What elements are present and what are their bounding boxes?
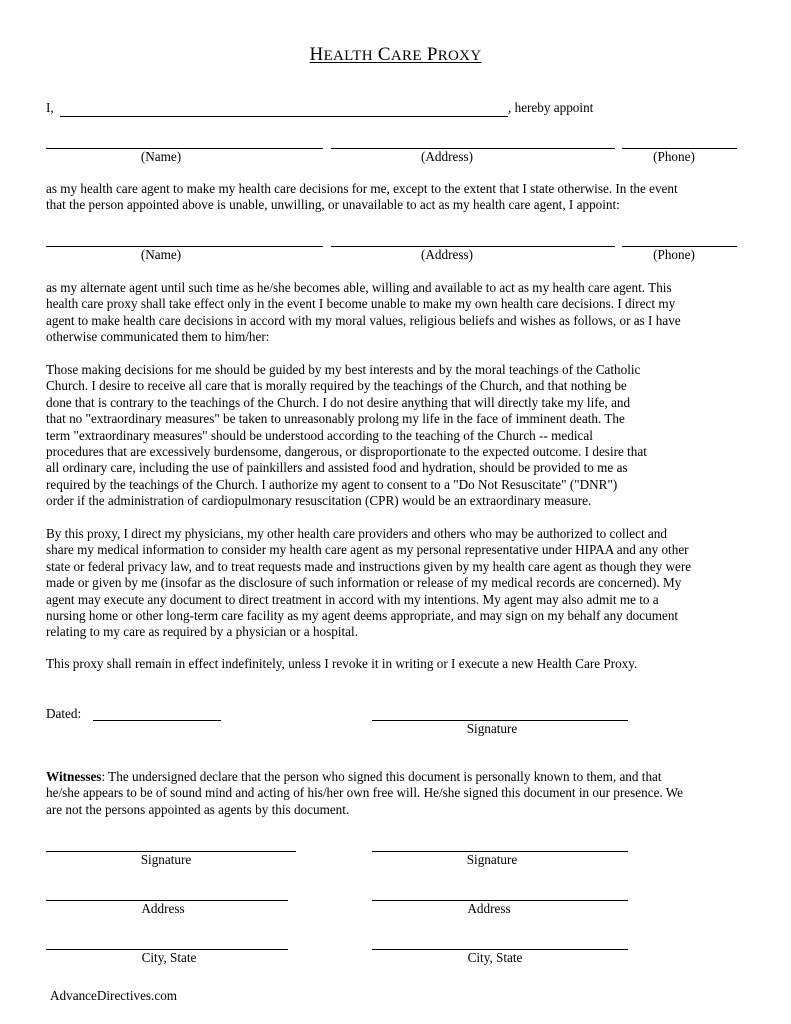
alternate-address-label: (Address) <box>420 247 473 262</box>
dated-label: Dated: <box>46 706 82 721</box>
witness2-signature-label: Signature <box>466 852 518 867</box>
witness1-city-state-label: City, State <box>141 950 197 965</box>
appoint-suffix: , hereby appoint <box>508 100 594 115</box>
witness2-address-label: Address <box>467 901 511 916</box>
witnesses-statement: Witnesses: The undersigned declare that the person who signed this document is personally known to them, and that he/she appears to be of sound mind and acting of his/her own free will. He/she signed this document in our presence. We are not the persons appointed as agents by this document. <box>46 769 684 817</box>
footer-source: AdvanceDirectives.com <box>50 988 178 1003</box>
paragraph-catholic-teachings: Those making decisions for me should be guided by my best interests and by the moral teachings of the Catholic Church. I desire to receive all care that is morally required by the teachings of the Church, and that nothing be done that is contrary to the teachings of the Church. I do not desire anything that will directly take my life, and that no "extraordinary measures" be taken to unreasonably prolong my life in the face of imminent death. The term "extraordinary measures" should be understood according to the teaching of the Church -- medical procedures that are excessively burdensome, dangerous, or disproportionate to the expected outcome. I desire that all ordinary care, including the use of painkillers and assisted food and hydration, should be provided to me as required by the teachings of the Church. I authorize my agent to consent to a "Do Not Resuscitate" ("DNR") order if the administration of cardiopulmonary resuscitation (CPR) would be an extraordinary measure. <box>46 362 647 509</box>
page-title: HEALTH CARE PROXY <box>309 44 482 65</box>
appoint-prefix: I, <box>46 100 54 115</box>
paragraph-alternate: as my alternate agent until such time as he/she becomes able, willing and available to act as my health care agent. This health care proxy shall take effect only in the event I become unable to make my own health care decisions. I direct my agent to make health care decisions in accord with my moral values, religious beliefs and wishes as follows, or as I have otherwise communicated them to him/her: <box>46 280 681 345</box>
paragraph-duration: This proxy shall remain in effect indefinitely, unless I revoke it in writing or I execute a new Health Care Proxy. <box>46 656 638 671</box>
date-line[interactable] <box>93 720 221 721</box>
witness1-signature-label: Signature <box>140 852 192 867</box>
alternate-name-label: (Name) <box>140 247 182 262</box>
agent-name-label: (Name) <box>140 149 182 164</box>
principal-name-line[interactable] <box>60 116 508 117</box>
agent-phone-label: (Phone) <box>653 149 695 164</box>
witness2-city-state-label: City, State <box>467 950 523 965</box>
alternate-phone-label: (Phone) <box>653 247 695 262</box>
witness1-address-label: Address <box>141 901 185 916</box>
paragraph-agent: as my health care agent to make my health care decisions for me, except to the extent that I state otherwise. In the event that the person appointed above is unable, unwilling, or unavailable to act as my health care agent, I appoint: <box>46 181 678 213</box>
agent-address-label: (Address) <box>420 149 473 164</box>
paragraph-hipaa: By this proxy, I direct my physicians, my other health care providers and others who may be authorized to collect and share my medical information to consider my health care agent as my personal representative under HIPAA and any other state or federal privacy law, and to treat requests made and instructions given by my health care agent as though they were made or given by me (insofar as the disclosure of such information or release of my medical records are concerned). My agent may execute any document to direct treatment in accord with my intentions. My agent may also admit me to a nursing home or other long-term care facility as my agent deems appropriate, and may sign on my behalf any document relating to my care as required by a physician or a hospital. <box>46 526 692 640</box>
principal-signature-label: Signature <box>466 721 518 736</box>
witnesses-heading: Witnesses <box>46 769 102 784</box>
